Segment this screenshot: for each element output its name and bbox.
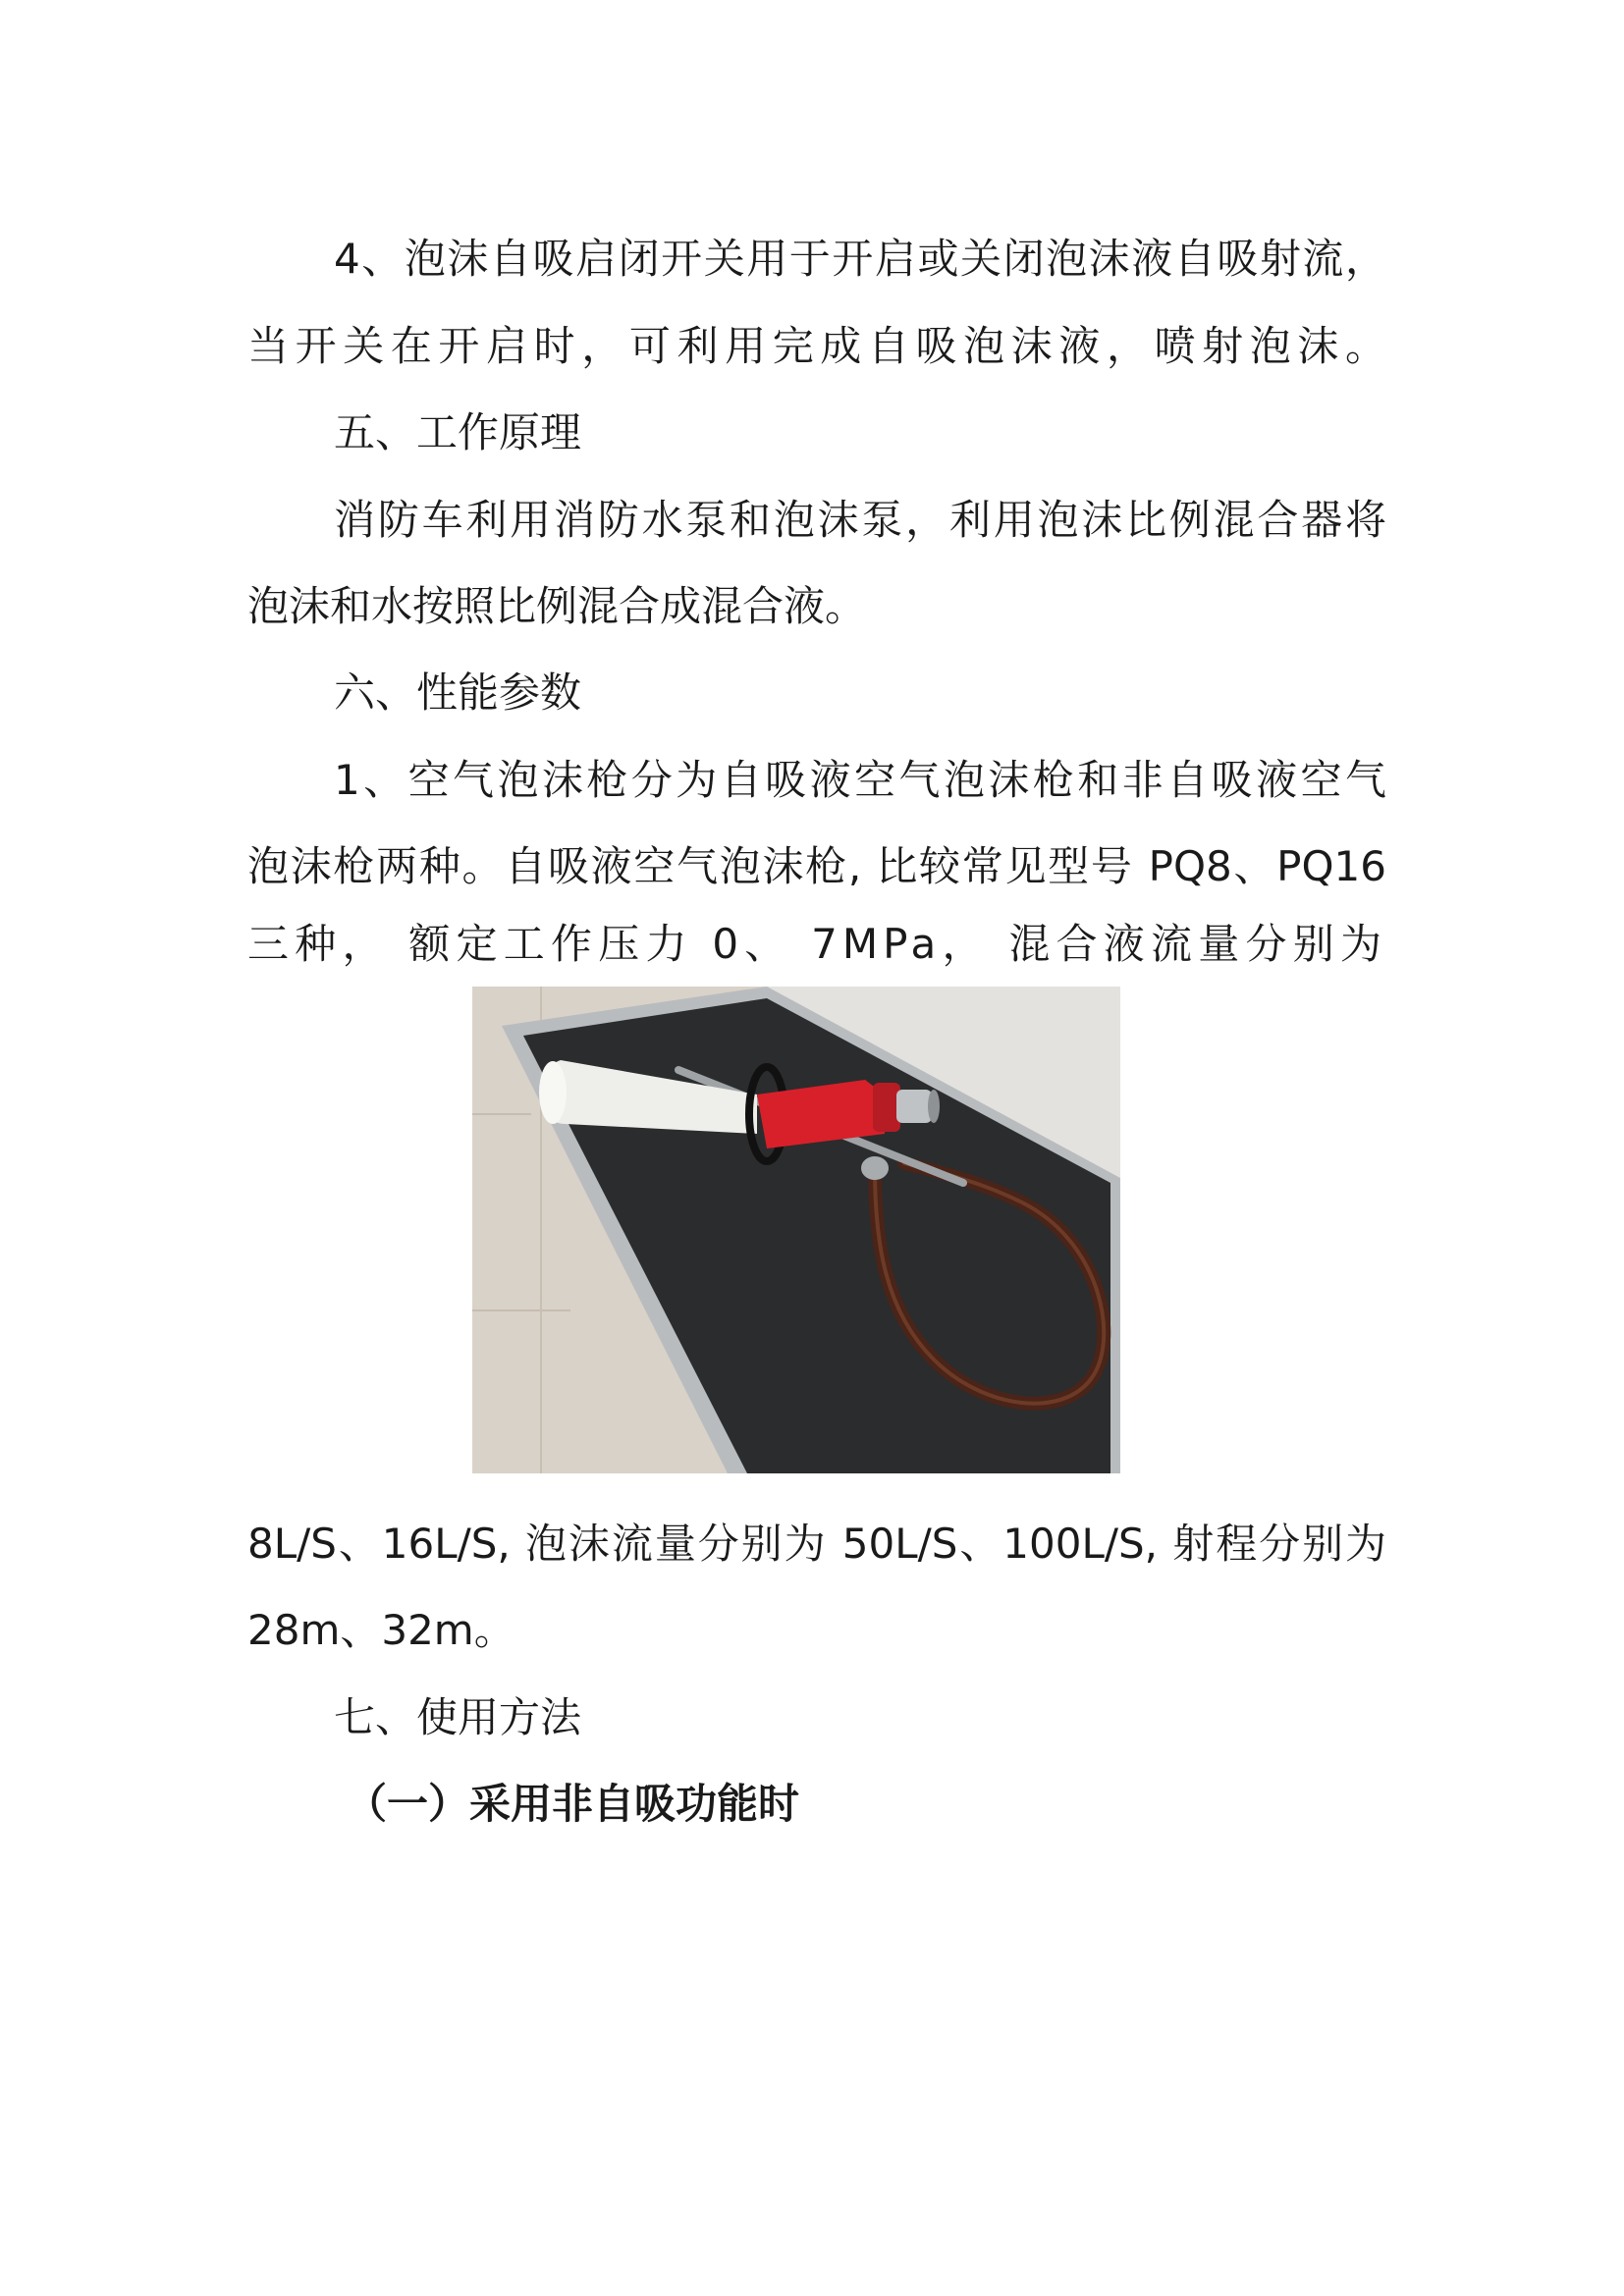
principle-line-2: 泡沫和水按照比例混合成混合液。 xyxy=(247,582,867,630)
foam-nozzle-photo xyxy=(472,987,1120,1473)
params-line-4: 8L/S、16L/S, 泡沫流量分别为 50L/S、100L/S, 射程分别为 xyxy=(247,1520,1386,1568)
params-line-1: 1、空气泡沫枪分为自吸液空气泡沫枪和非自吸液空气 xyxy=(334,756,1386,804)
principle-line-1: 消防车利用消防水泵和泡沫泵，利用泡沫比例混合器将 xyxy=(334,496,1386,544)
paragraph-4-line-1: 4、泡沫自吸启闭开关用于开启或关闭泡沫液自吸射流， xyxy=(334,235,1386,283)
subsection-heading-1: （一）采用非自吸功能时 xyxy=(346,1780,800,1828)
foam-nozzle-image xyxy=(472,987,1120,1473)
section-heading-5: 五、工作原理 xyxy=(334,408,582,456)
params-line-5: 28m、32m。 xyxy=(247,1606,515,1654)
section-heading-7: 七、使用方法 xyxy=(334,1693,582,1741)
params-line-2: 泡沫枪两种。自吸液空气泡沫枪, 比较常见型号 PQ8、PQ16 xyxy=(247,842,1386,890)
paragraph-4-line-2: 当开关在开启时，可利用完成自吸泡沫液，喷射泡沫。 xyxy=(247,322,1386,370)
params-line-3: 三种， 额定工作压力 0、 7MPa， 混合液流量分别为 xyxy=(247,920,1386,968)
section-heading-6: 六、性能参数 xyxy=(334,668,582,717)
